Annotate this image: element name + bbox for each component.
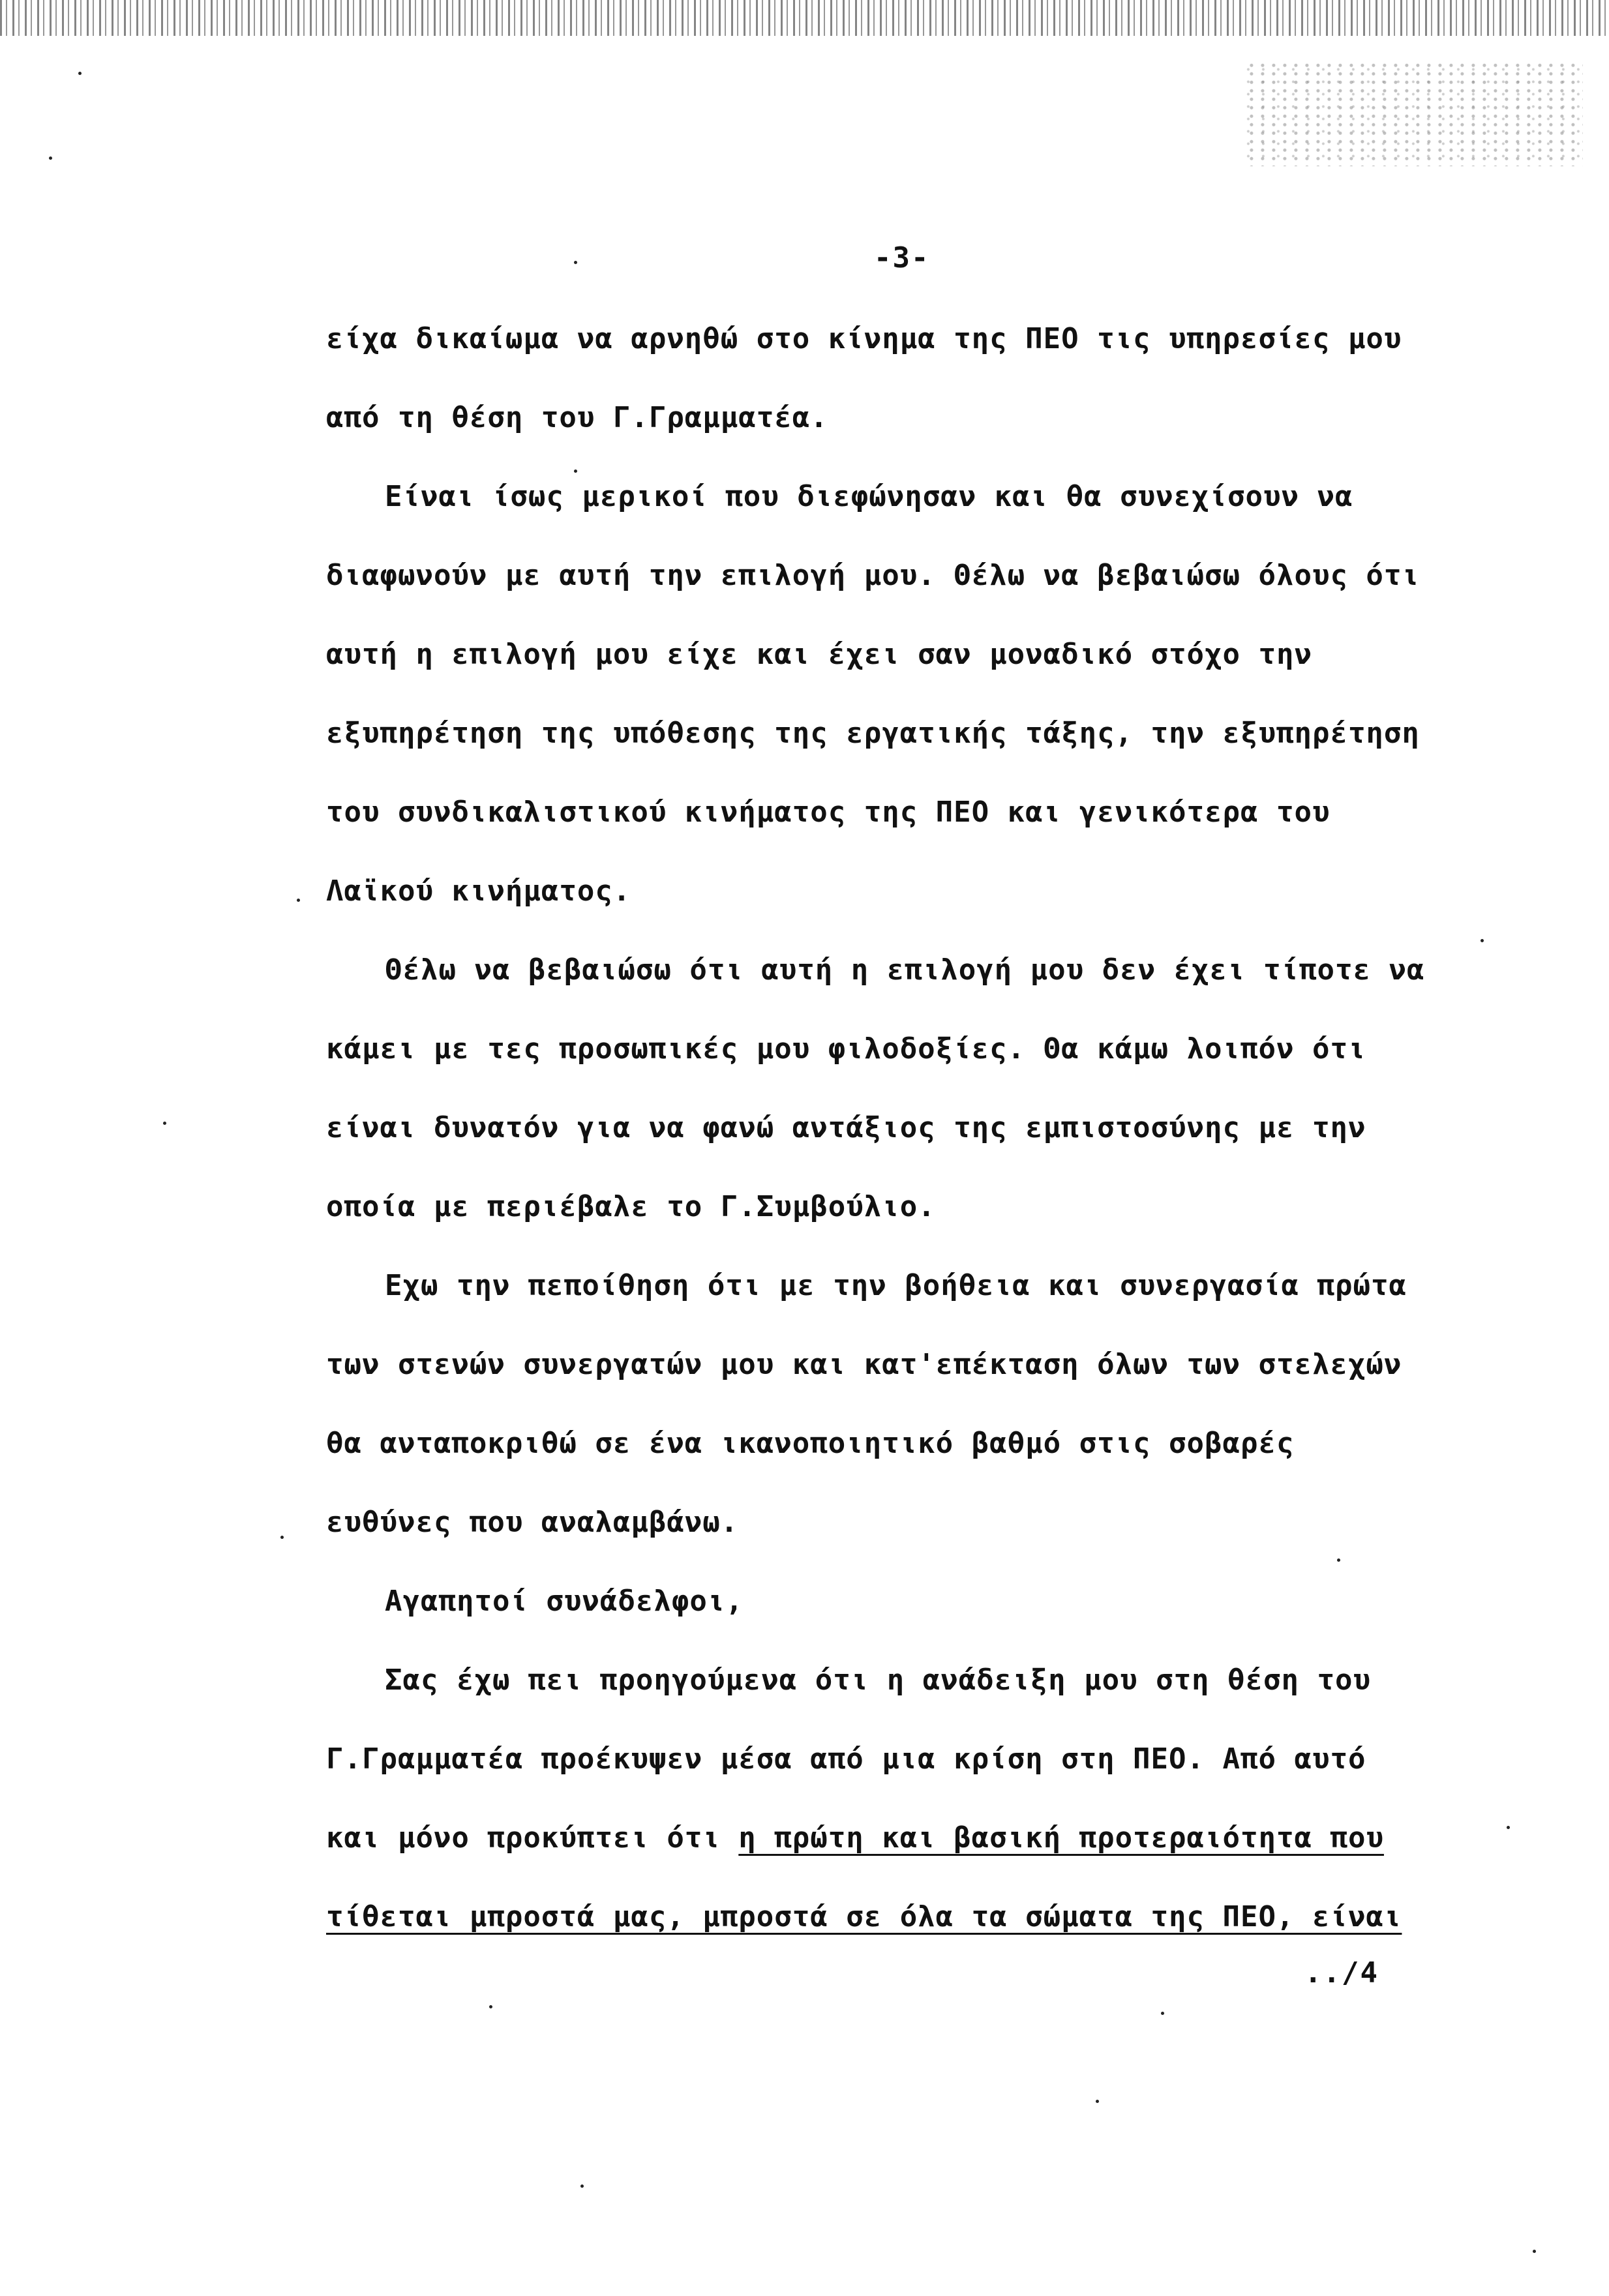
text-line: των στενών συνεργατών μου και κατ'επέκταση όλων των στελεχών — [326, 1348, 1402, 1381]
salutation: Αγαπητοί συνάδελφοι, — [385, 1585, 744, 1618]
text-line: θα ανταποκριθώ σε ένα ικανοποιητικό βαθμό στις σοβαρές — [326, 1427, 1295, 1460]
text-line: αυτή η επιλογή μου είχε και έχει σαν μοναδικό στόχο την — [326, 638, 1312, 671]
text-line: οποία με περιέβαλε το Γ.Συμβούλιο. — [326, 1190, 936, 1223]
text-line: είχα δικαίωμα να αρνηθώ στο κίνημα της ΠΕΟ τις υπηρεσίες μου — [326, 322, 1402, 355]
continuation-marker: ../4 — [1304, 1956, 1379, 1990]
text-line: διαφωνούν με αυτή την επιλογή μου. Θέλω να βεβαιώσω όλους ότι — [326, 559, 1420, 592]
scan-speck — [1096, 2100, 1099, 2103]
scan-speck — [580, 2184, 584, 2188]
text-line: ευθύνες που αναλαμβάνω. — [326, 1506, 739, 1539]
scan-speck — [49, 157, 52, 160]
text-line — [326, 1806, 1526, 1885]
scan-speck — [1161, 2012, 1164, 2015]
scan-speck — [78, 72, 82, 75]
text-line: κάμει με τες προσωπικές μου φιλοδοξίες. Θα κάμω λοιπόν ότι — [326, 1032, 1366, 1066]
scan-speck — [1337, 1558, 1340, 1562]
underlined-text: τίθεται μπροστά μας, μπροστά σε όλα τα σώματα της ΠΕΟ, είναι — [326, 1900, 1402, 1933]
scan-speck — [574, 470, 577, 473]
scan-speck — [297, 899, 300, 902]
scan-speck — [574, 261, 577, 264]
text-line: εξυπηρέτηση της υπόθεσης της εργατικής τάξης, την εξυπηρέτηση — [326, 717, 1420, 750]
text-line: Σας έχω πει προηγούμενα ότι η ανάδειξη μου στη θέση του — [385, 1663, 1371, 1697]
scan-speck — [1507, 1826, 1510, 1829]
text-line: Εχω την πεποίθηση ότι με την βοήθεια και συνεργασία πρώτα — [385, 1269, 1407, 1302]
text-line: Γ.Γραμματέα προέκυψεν μέσα από μια κρίση στη ΠΕΟ. Από αυτό — [326, 1742, 1366, 1776]
text-line — [326, 1885, 1526, 1963]
scan-speck — [163, 1122, 166, 1125]
scan-speck — [1533, 2250, 1536, 2253]
text-line: από τη θέση του Γ.Γραμματέα. — [326, 401, 828, 434]
text-plain: και μόνο προκύπτει ότι — [326, 1821, 739, 1855]
page-number: -3- — [874, 241, 930, 275]
text-line: είναι δυνατόν για να φανώ αντάξιος της εμπιστοσύνης με την — [326, 1111, 1366, 1144]
scan-speck — [1481, 939, 1484, 942]
scan-speck — [280, 1536, 284, 1539]
scan-noise-top-edge — [0, 0, 1609, 36]
text-line: Θέλω να βεβαιώσω ότι αυτή η επιλογή μου δεν έχει τίποτε να — [385, 953, 1425, 987]
text-line: Λαϊκού κινήματος. — [326, 874, 631, 908]
body-text — [326, 306, 1526, 1963]
underlined-text: η πρώτη και βασική προτεραιότητα που — [738, 1821, 1384, 1855]
text-line: Είναι ίσως μερικοί που διεφώνησαν και θα συνεχίσουν να — [385, 480, 1353, 513]
text-line: του συνδικαλιστικού κινήματος της ΠΕΟ και γενικότερα του — [326, 796, 1331, 829]
scan-noise-top-right — [1244, 62, 1583, 166]
scan-speck — [489, 2005, 492, 2008]
